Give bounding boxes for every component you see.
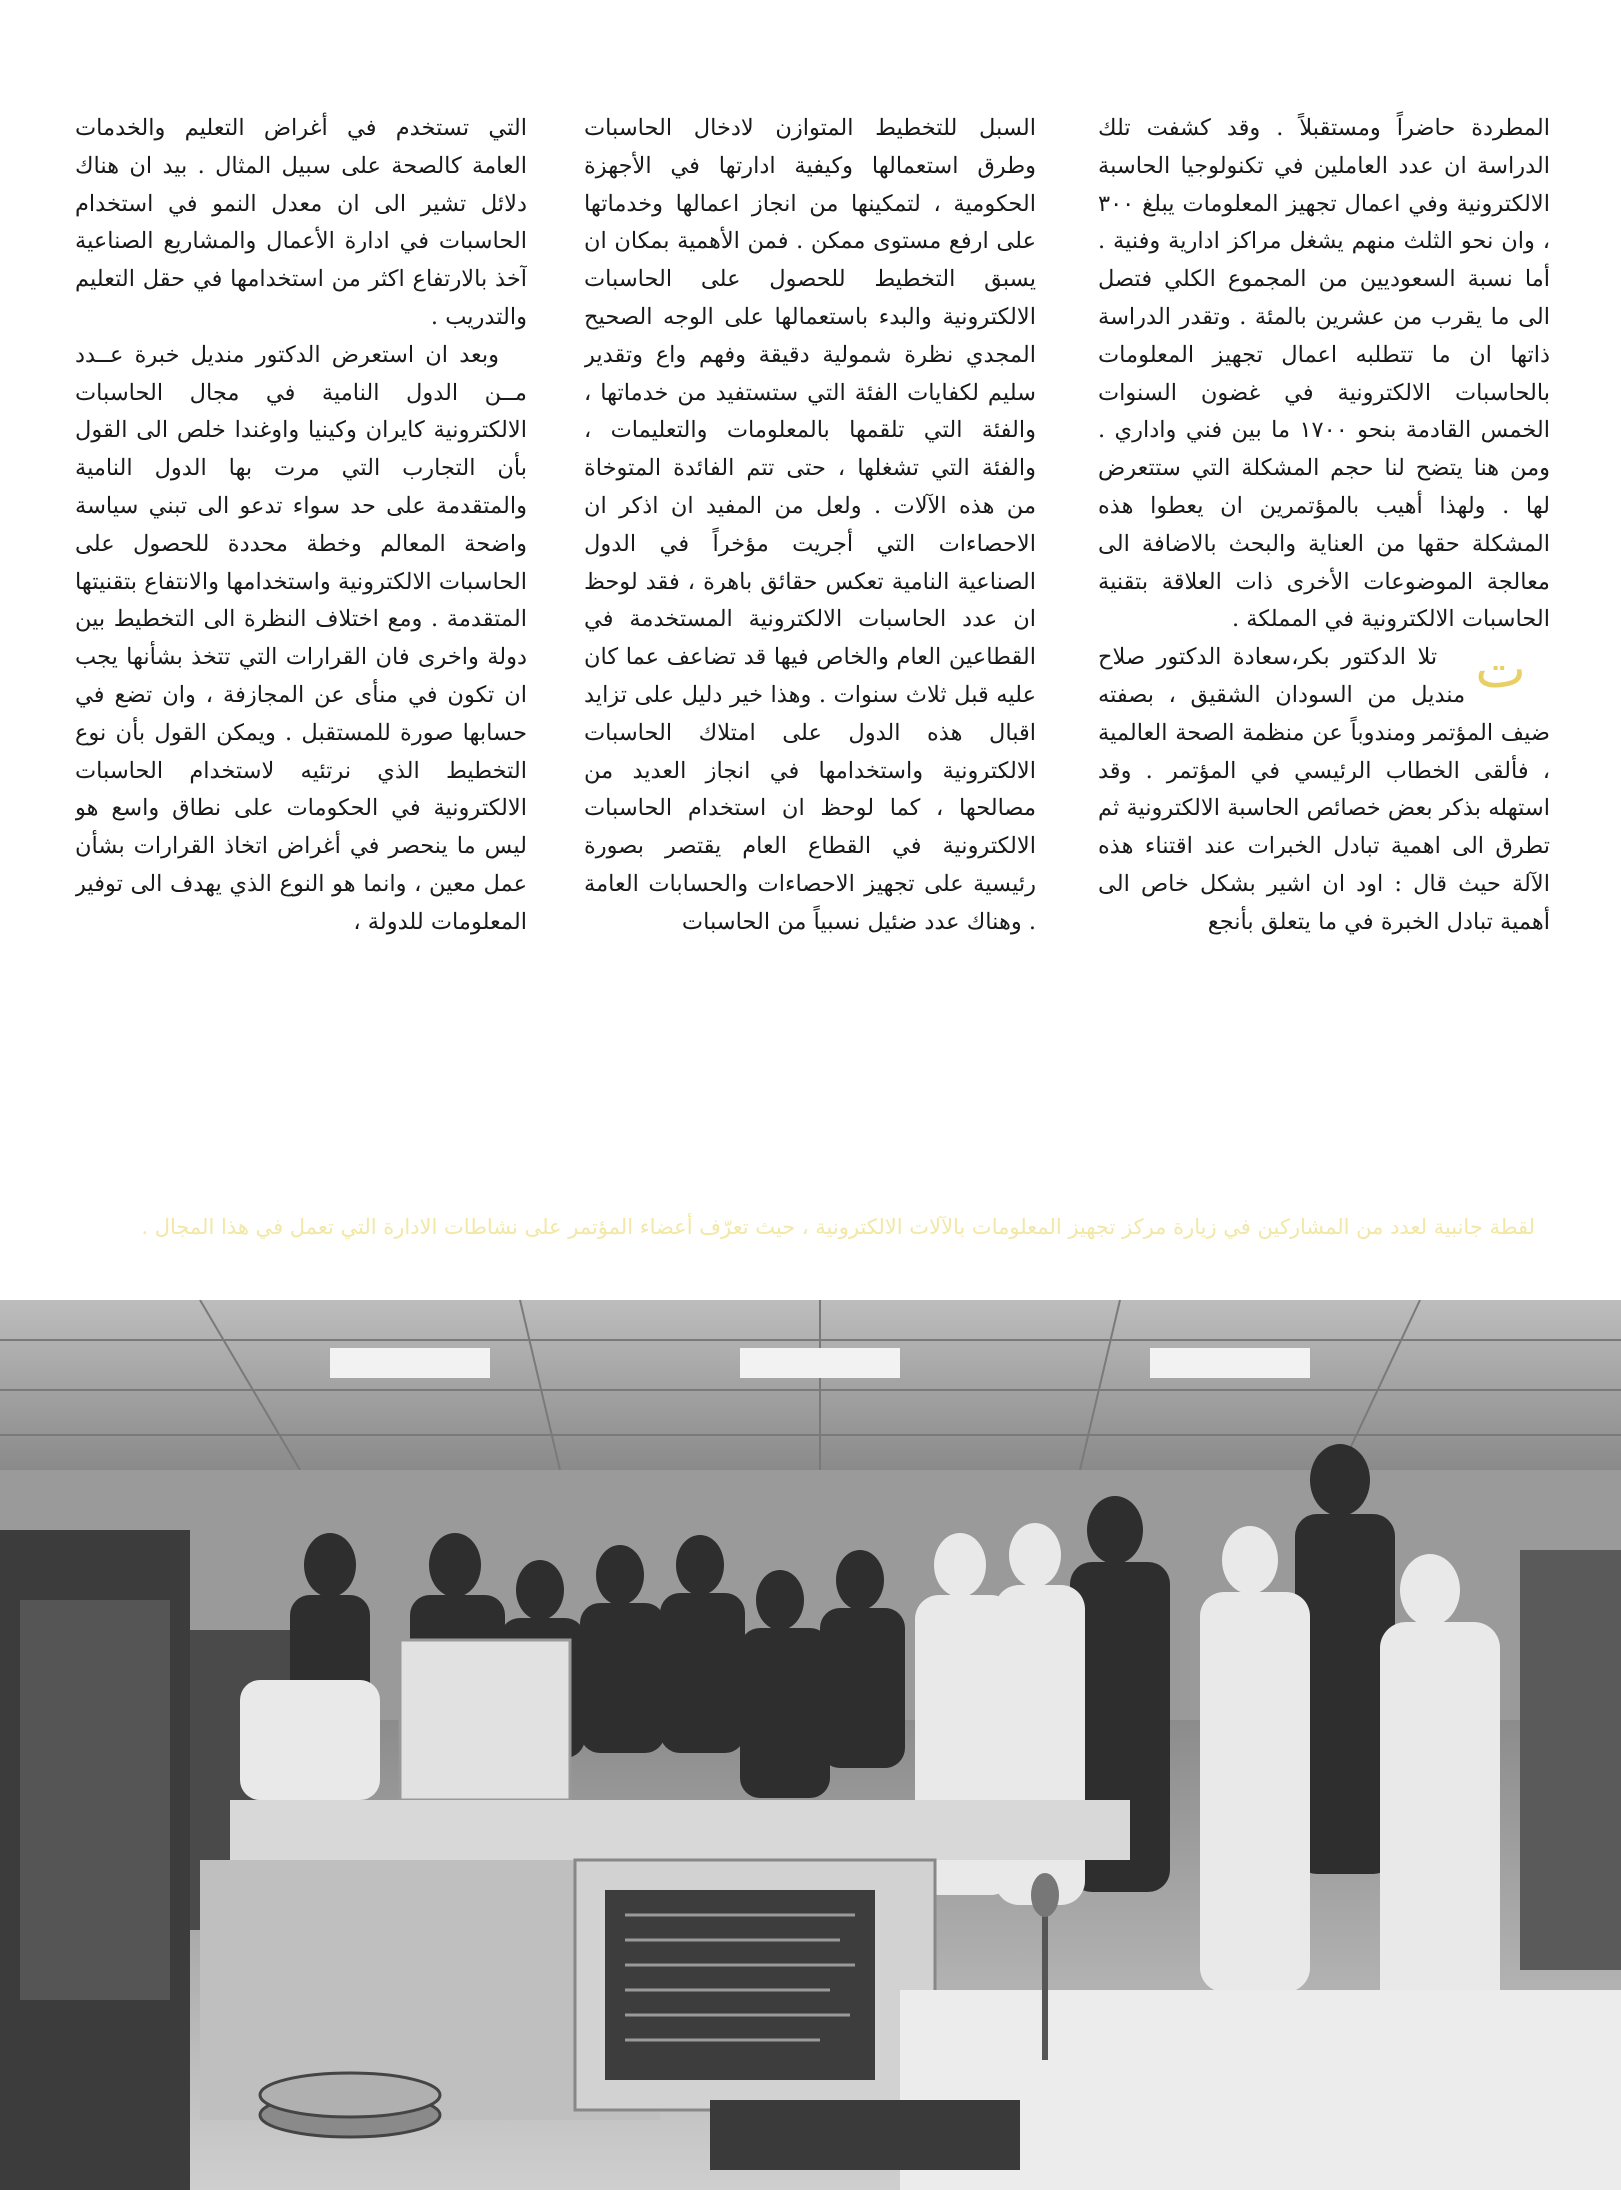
article-column-right (1098, 110, 1550, 1050)
paragraph-text: تلا الدكتور بكر،سعادة الدكتور صلاح منديل من السودان الشقيق ، بصفته ضيف المؤتمر ومندوباً عن منظمة الصحة العالمية ، فألقى الخطاب الرئيسي في المؤتمر . وقد استهله بذكر بعض خصائص الحاسبة الالكترونية ثم تطرق الى اهمية تبادل الخبرات عند اقتناء هذه الآلة حيث قال : اود ان اشير بشكل خاص الى أهمية تبادل الخبرة في ما يتعلق بأنجع (1098, 644, 1550, 935)
article-column-middle (584, 110, 1036, 1050)
article-column-left (75, 110, 527, 1050)
ceiling-light (330, 1348, 490, 1378)
paragraph: السبل للتخطيط المتوازن لادخال الحاسبات وطرق استعمالها وكيفية ادارتها في الأجهزة الحكومية ، لتمكينها من انجاز اعمالها وخدماتها على ارفع مستوى ممكن . فمن الأهمية بمكان ان يسبق التخطيط للحصول على الحاسبات الالكترونية والبدء باستعمالها على الوجه الصحيح المجدي نظرة شمولية دقيقة وفهم واع وتقدير سليم لكفايات الفئة التي ستستفيد من خدماتها ، والفئة التي تلقمها بالمعلومات والتعليمات ، والفئة التي تشغلها ، حتى تتم الفائدة المتوخاة من هذه الآلات . ولعل من المفيد ان اذكر ان الاحصاءات التي أجريت مؤخراً في الدول الصناعية النامية تعكس حقائق باهرة ، فقد لوحظ ان عدد الحاسبات الالكترونية المستخدمة في القطاعين العام والخاص فيها قد تضاعف عما كان عليه قبل ثلاث سنوات . وهذا خير دليل على تزايد اقبال هذه الدول على امتلاك الحاسبات الالكترونية واستخدامها في انجاز العديد من مصالحها ، كما لوحظ ان استخدام الحاسبات الالكترونية في القطاع العام يقتصر بصورة رئيسية على تجهيز الاحصاءات والحسابات العامة . وهناك عدد ضئيل نسبياً من الحاسبات (584, 115, 1036, 935)
microphone-icon (1031, 1873, 1059, 1917)
article-columns (75, 110, 1550, 1050)
paragraph-with-initial (1098, 639, 1550, 941)
desk (230, 1800, 1130, 1860)
paragraph: التي تستخدم في أغراض التعليم والخدمات العامة كالصحة على سبيل المثال . بيد ان هناك دلائل تشير الى ان معدل النمو في استخدام الحاسبات في ادارة الأعمال والمشاريع الصناعية آخذ بالارتفاع اكثر من استخدامها في حقل التعليم والتدريب . (75, 115, 527, 330)
ceiling-light (1150, 1348, 1310, 1378)
ceiling (0, 1300, 1621, 1470)
paragraph: وبعد ان استعرض الدكتور منديل خبرة عــدد مــن الدول النامية في مجال الحاسبات الالكترونية كايران وكينيا واوغندا خلص الى القول بأن التجارب التي مرت بها الدول النامية والمتقدمة على حد سواء تدعو الى تبني سياسة واضحة المعالم وخطة محددة للحصول على الحاسبات الالكترونية واستخدامها والانتفاع بتقنيتها المتقدمة . ومع اختلاف النظرة الى التخطيط بين دولة واخرى فان القرارات التي تتخذ بشأنها يجب ان تكون في منأى عن المجازفة ، وان تضع في حسابها صورة للمستقبل . ويمكن القول بأن نوع التخطيط الذي نرتئيه لاستخدام الحاسبات الالكترونية في الحكومات على نطاق واسع هو ليس ما ينحصر في أغراض اتخاذ القرارات بشأن عمل معين ، وانما هو النوع الذي يهدف الى توفير المعلومات للدولة ، (75, 341, 527, 935)
monitor-screen (605, 1890, 875, 2080)
terminal-box (400, 1640, 570, 1800)
ceiling-light (740, 1348, 900, 1378)
photo-crowd-computer-room-icon (0, 1300, 1621, 2190)
keyboard-icon (710, 2100, 1020, 2170)
photo-caption: لقطة جانبية لعدد من المشاركين في زيارة مركز تجهيز المعلومات بالآلات الالكترونية ، حيث تعرّف أعضاء المؤتمر على نشاطات الادارة التي تعمل في هذا المجال . (141, 1215, 1535, 1239)
paragraph: المطردة حاضراً ومستقبلاً . وقد كشفت تلك الدراسة ان عدد العاملين في تكنولوجيا الحاسبة الالكترونية وفي اعمال تجهيز المعلومات يبلغ ٣٠٠ ، وان نحو الثلث منهم يشغل مراكز ادارية وفنية . أما نسبة السعوديين من المجموع الكلي فتصل الى ما يقرب من عشرين بالمئة . وتقدر الدراسة ذاتها ان ما تتطلبه اعمال تجهيز المعلومات بالحاسبات الالكترونية في غضون السنوات الخمس القادمة بنحو ١٧٠٠ ما بين فني واداري . ومن هنا يتضح لنا حجم المشكلة التي ستتعرض لها . ولهذا أهيب بالمؤتمرين ان يعطوا هذه المشكلة حقها من العناية والبحث بالاضافة الى معالجة الموضوعات الأخرى ذات العلاقة بتقنية الحاسبات الالكترونية في المملكة . (1098, 115, 1550, 633)
photo-illustration (0, 1300, 1621, 2190)
decorative-initial: ت (1475, 637, 1526, 701)
machine-right (1520, 1550, 1621, 1970)
